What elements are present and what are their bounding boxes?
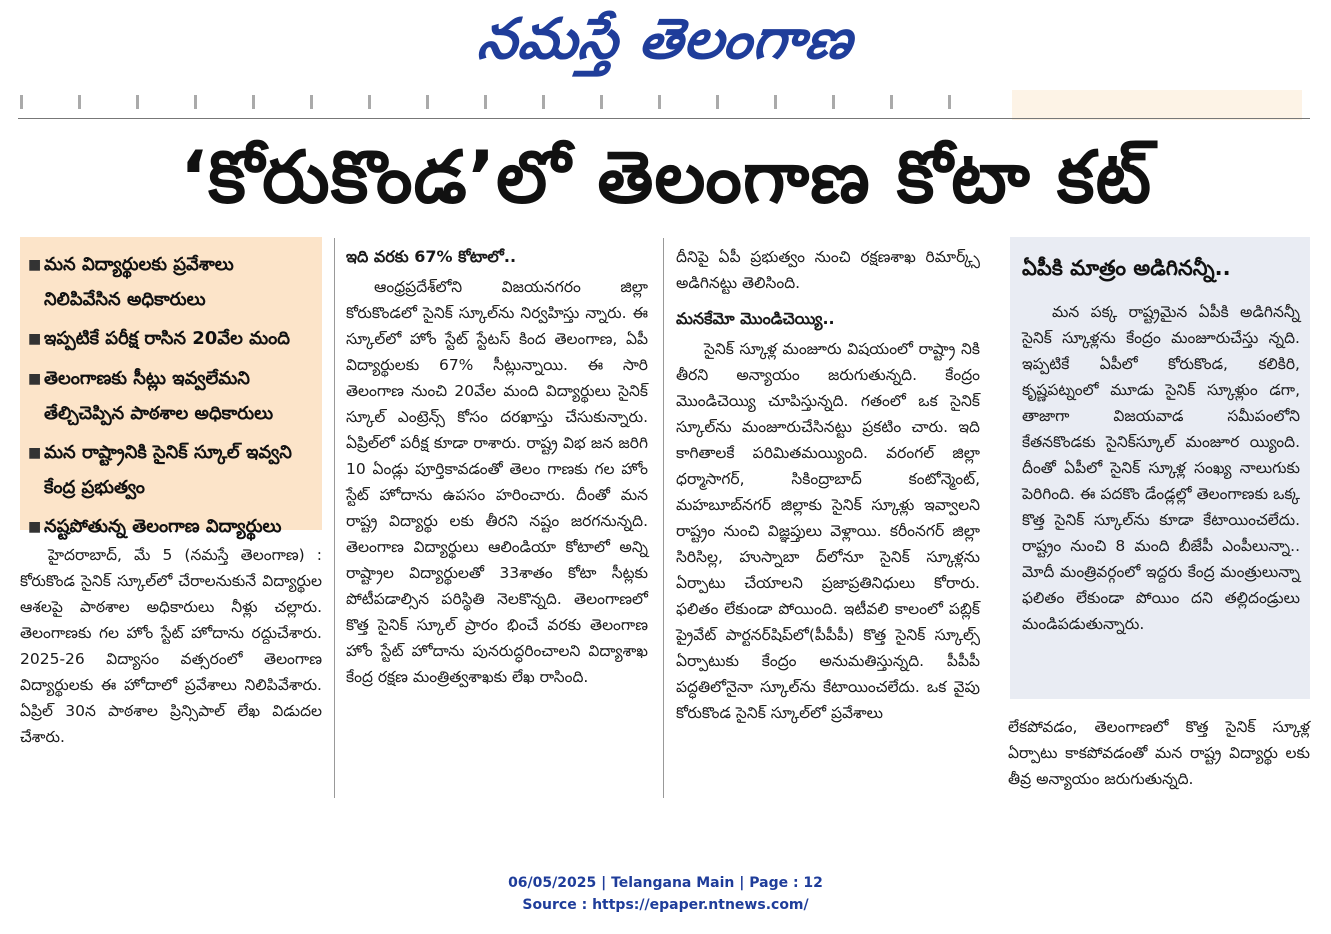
masthead-ticker-strip [20, 95, 1002, 109]
article-paragraph: లేకపోవడం, తెలంగాణలో కొత్త సైనిక్ స్కూళ్ల ఏర్పాటు కాకపోవడంతో మన రాష్ట్ర విద్యార్థు లకు తీవ్ర అన్యాయం జరుగుతున్నది. [1008, 718, 1310, 788]
bullet-icon: ■ [28, 257, 42, 273]
edition-info: 06/05/2025 | Telangana Main | Page : 12 [508, 875, 823, 891]
article-column-1 [20, 542, 322, 750]
highlight-text: ఇప్పటికే పరీక్ష రాసిన 20వేల మంది [44, 328, 291, 349]
article-column-2 [346, 244, 648, 690]
sidebar-text: మన పక్క రాష్ట్రమైన ఏపీకి అడిగినన్నీ సైనిక్ స్కూళ్లను కేంద్రం మంజూరుచేస్తు న్నది. ఇప్పటికే ఏపీలో కోరుకొండ, కలికిరి, కృష్ణపట్నంలో మూడు సైనిక్ స్కూళ్లుం డగా, తాజాగా విజయవాడ సమీపంలోని కేతనకొండకు సైనిక్‌స్కూల్ మంజూర య్యింది. దీంతో ఏపీలో సైనిక్ స్కూళ్ల సంఖ్య నాలుగుకు పెరిగింది. ఈ పదకొం డేండ్లల్లో తెలంగాణకు ఒక్క కొత్త సైనిక్ స్కూల్‌ను కూడా కేటాయించలేదు. రాష్ట్రం నుంచి 8 మంది బీజేపీ ఎంపీలున్నా.. మోదీ మంత్రివర్గంలో ఇద్దరు కేంద్ర మంత్రులున్నా ఫలితం లేకుండా పోయిం దని తల్లిదండ్రులు మండిపడుతున్నారు. [1022, 303, 1300, 633]
article-column-4-tail [1008, 714, 1310, 792]
masthead [0, 0, 1331, 80]
highlight-text: మన రాష్ట్రానికి సైనిక్ స్కూల్ ఇవ్వని కేంద్ర ప్రభుత్వం [44, 442, 292, 498]
highlight-item [28, 247, 314, 317]
highlights-box [20, 237, 322, 537]
bullet-icon: ■ [28, 331, 42, 347]
column-divider [334, 238, 335, 798]
highlight-text: తెలంగాణకు సీట్లు ఇవ్వలేమని తేల్చిచెప్పిన పాఠశాల అధికారులు [44, 368, 274, 424]
masthead-ticker-box [1012, 90, 1302, 120]
source-link[interactable]: Source : https://epaper.ntnews.com/ [522, 897, 809, 913]
article-intro: హైదరాబాద్, మే 5 (నమస్తే తెలంగాణ) : కోరుకొండ సైనిక్ స్కూల్‌లో చేరాలనుకునే విద్యార్థుల ఆశలపై పాఠశాల అధికారులు నీళ్లు చల్లారు. తెలంగాణకు గల హోం స్టేట్ హోదాను రద్దుచేశారు. 2025-26 విద్యాసం వత్సరంలో తెలంగాణ విద్యార్థులకు ఈ హోదాలో ప్రవేశాలు నిలిపివేశారు. ఏప్రిల్ 30న పాఠశాల ప్రిన్సిపాల్ లేఖ విడుదల చేశారు. [20, 546, 322, 746]
article-paragraph: దీనిపై ఏపీ ప్రభుత్వం నుంచి రక్షణశాఖ రిమార్క్స్ అడిగినట్టు తెలిసింది. [676, 248, 980, 292]
bullet-icon: ■ [28, 445, 42, 461]
highlight-item [28, 361, 314, 431]
sidebar-box [1010, 237, 1310, 699]
headline: ‘కోరుకొండ’లో తెలంగాణ కోటా కట్ [179, 135, 1153, 219]
subheading: మనకేమో మొండిచెయ్యి.. [676, 309, 835, 328]
column-divider [663, 238, 664, 798]
highlight-text: నష్టపోతున్న తెలంగాణ విద్యార్థులు [44, 516, 282, 537]
highlight-item [28, 435, 314, 505]
sidebar-title: ఏపీకి మాత్రం అడిగినన్నీ.. [1022, 256, 1231, 280]
bullet-icon: ■ [28, 519, 42, 535]
footer [0, 872, 1331, 916]
article-paragraph: సైనిక్ స్కూళ్ల మంజూరు విషయంలో రాష్ట్రా నికి తీరని అన్యాయం జరుగుతున్నది. కేంద్రం మొండిచెయ్యి చూపిస్తున్నది. గతంలో ఒక సైనిక్ స్కూల్‌ను మంజూరుచేసినట్టు ప్రకటిం చారు. ఇది కాగితాలకే పరిమితమయ్యింది. వరంగల్ జిల్లా ధర్మాసాగర్, సికింద్రాబాద్ కంటోన్మెంట్, మహబూబ్‌నగర్ జిల్లాకు సైనిక్ స్కూళ్లు ఇవ్వాలని రాష్ట్రం నుంచి విజ్ఞప్తులు వెళ్లాయి. కరీంనగర్ జిల్లా సిరిసిల్ల, హుస్నాబా ద్‌లోనూ సైనిక్ స్కూళ్లను ఏర్పాటు చేయాలని ప్రజాప్రతినిధులు కోరారు. ఫలితం లేకుండా పోయింది. ఇటీవలి కాలంలో పబ్లిక్ ప్రైవేట్ పార్టనర్‌షిప్‌లో(పీపీపీ) కొత్త సైనిక్ స్కూల్స్ ఏర్పాటుకు కేంద్రం అనుమతిస్తున్నది. పీపీపీ పద్ధతిలోనైనా స్కూల్‌ను కేటాయించలేదు. ఒక వైపు కోరుకొండ సైనిక్ స్కూల్‌లో ప్రవేశాలు [676, 340, 980, 722]
highlight-text: మన విద్యార్థులకు ప్రవేశాలు నిలిపివేసిన అధికారులు [44, 254, 234, 310]
highlight-item [28, 509, 314, 545]
article-column-3 [676, 244, 980, 726]
bullet-icon: ■ [28, 371, 42, 387]
divider [18, 118, 1310, 119]
subheading: ఇది వరకు 67% కోటాలో.. [346, 247, 517, 266]
newspaper-logo: నమస్తే తెలంగాణ [474, 7, 857, 72]
article-paragraph: ఆంధ్రప్రదేశ్‌లోని విజయనగరం జిల్లా కోరుకొండలో సైనిక్ స్కూల్‌ను నిర్వహిస్తు న్నారు. ఈ స్కూల్‌లో హోం స్టేట్ స్టేటస్ కింద తెలంగాణ, ఏపీ విద్యార్థులకు 67% సీట్లున్నాయి. ఈ సారి తెలంగాణ నుంచి 20వేల మంది విద్యార్థులు సైనిక్ స్కూల్ ఎంట్రెన్స్ కోసం దరఖాస్తు చేసుకున్నారు. ఏప్రిల్‌లో పరీక్ష కూడా రాశారు. రాష్ట్ర విభ జన జరిగి 10 ఏండ్లు పూర్తికావడంతో తెలం గాణకు గల హోం స్టేట్ హోదాను ఉపసం హరించారు. దీంతో మన రాష్ట్ర విద్యార్థు లకు తీరని నష్టం జరగనున్నది. తెలంగాణ విద్యార్థులు ఆలిండియా కోటాలో అన్ని రాష్ట్రాల విద్యార్థులతో 33శాతం కోటా సీట్లకు పోటీపడాల్సిన పరిస్థితి నెలకొన్నది. తెలంగాణలో కొత్త సైనిక్ స్కూల్ ప్రారం భించే వరకు తెలంగాణ హోం స్టేట్ హోదాను పునరుద్ధరించాలని విద్యాశాఖ కేంద్ర రక్షణ మంత్రిత్వశాఖకు లేఖ రాసింది. [346, 278, 648, 686]
highlight-item [28, 321, 314, 357]
